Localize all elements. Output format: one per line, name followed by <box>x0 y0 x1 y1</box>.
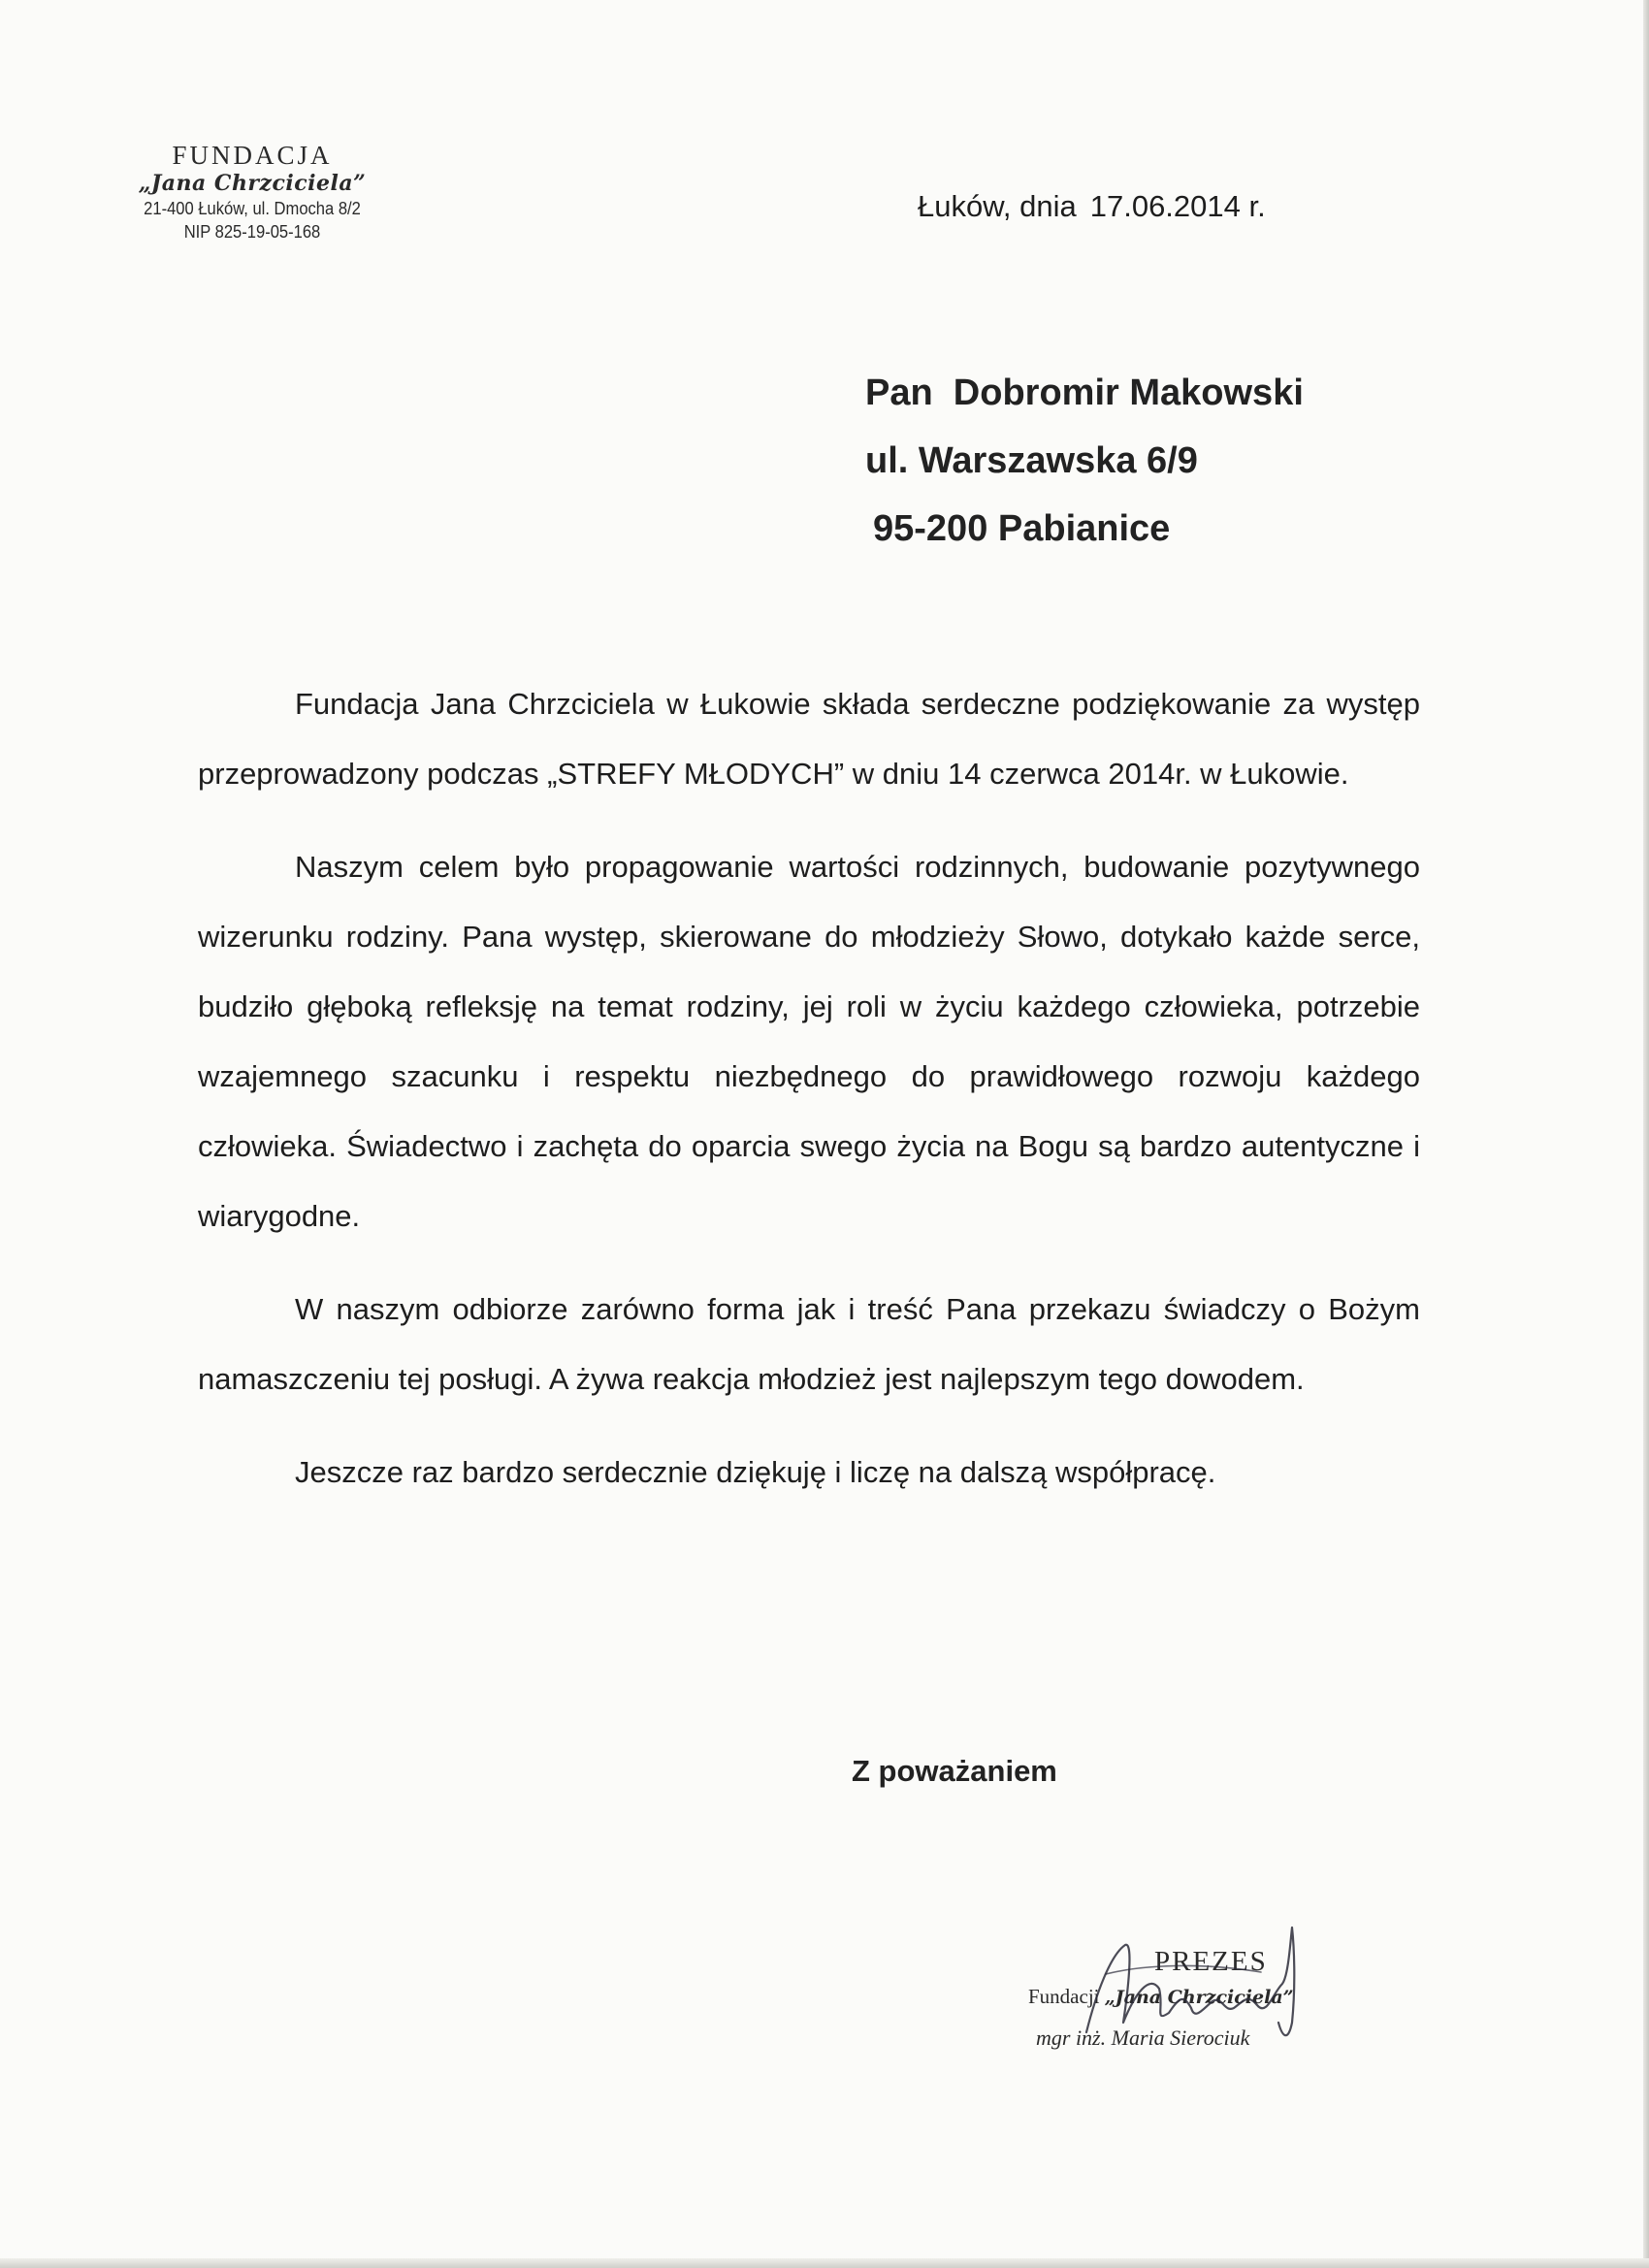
recipient-name: Pan Dobromir Makowski <box>865 373 1304 413</box>
recipient-city: 95-200 Pabianice <box>873 508 1171 549</box>
scan-edge-bottom <box>0 2258 1649 2268</box>
foundation-stamp <box>107 141 398 243</box>
paragraph-2: Naszym celem było propagowanie wartości rodzinnych, budowanie pozytywnego wizerunku rodziny. Pana występ, skierowane do młodzieży Słowo, dotykało każde serce, budziło głęboką refleksję na temat rodziny, jej roli w życiu każdego człowieka, potrzebie wzajemnego szacunku i respektu niezbędnego do prawidłowego rozwoju każdego człowieka. Świadectwo i zachęta do oparcia swego życia na Bogu są bardzo autentyczne i wiarygodne. <box>198 850 1420 1233</box>
stamp-org: FUNDACJA <box>172 141 333 170</box>
stamp-title: PREZES <box>1154 1946 1268 1977</box>
stamp-address: 21-400 Łuków, ul. Dmocha 8/2 <box>144 199 361 218</box>
stamp-fund-prefix: Fundacji <box>1028 1985 1100 2008</box>
letter-body <box>198 669 1420 1531</box>
paragraph-3: W naszym odbiorze zarówno forma jak i treść Pana przekazu świadczy o Bożym namaszczeniu tej posługi. A żywa reakcja młodzież jest najlepszym tego dowodem. <box>198 1292 1420 1396</box>
paragraph-4: Jeszcze raz bardzo serdecznie dziękuję i liczę na dalszą współpracę. <box>295 1455 1216 1489</box>
stamp-nip: NIP 825-19-05-168 <box>183 222 321 242</box>
paragraph-1: Fundacja Jana Chrzciciela w Łukowie składa serdeczne podziękowanie za występ przeprowadzony podczas „STREFY MŁODYCH” w dniu 14 czerwca 2014r. w Łukowie. <box>198 687 1420 791</box>
letter-date <box>918 189 1266 224</box>
closing-phrase: Z poważaniem <box>852 1754 1057 1788</box>
scan-edge-right <box>1643 0 1649 2268</box>
date-prefix: Łuków, dnia <box>918 189 1077 223</box>
stamp-person: mgr inż. Maria Sierociuk <box>1036 2025 1250 2050</box>
stamp-name: „Jana Chrzciciela” <box>138 171 367 196</box>
date-value: 17.06.2014 r. <box>1089 189 1266 223</box>
stamp-fund-name: „Jana Chrzciciela” <box>1104 1987 1294 2008</box>
recipient-block <box>865 359 1304 563</box>
handwritten-signature <box>1067 1916 1319 2071</box>
recipient-street: ul. Warszawska 6/9 <box>865 440 1198 481</box>
